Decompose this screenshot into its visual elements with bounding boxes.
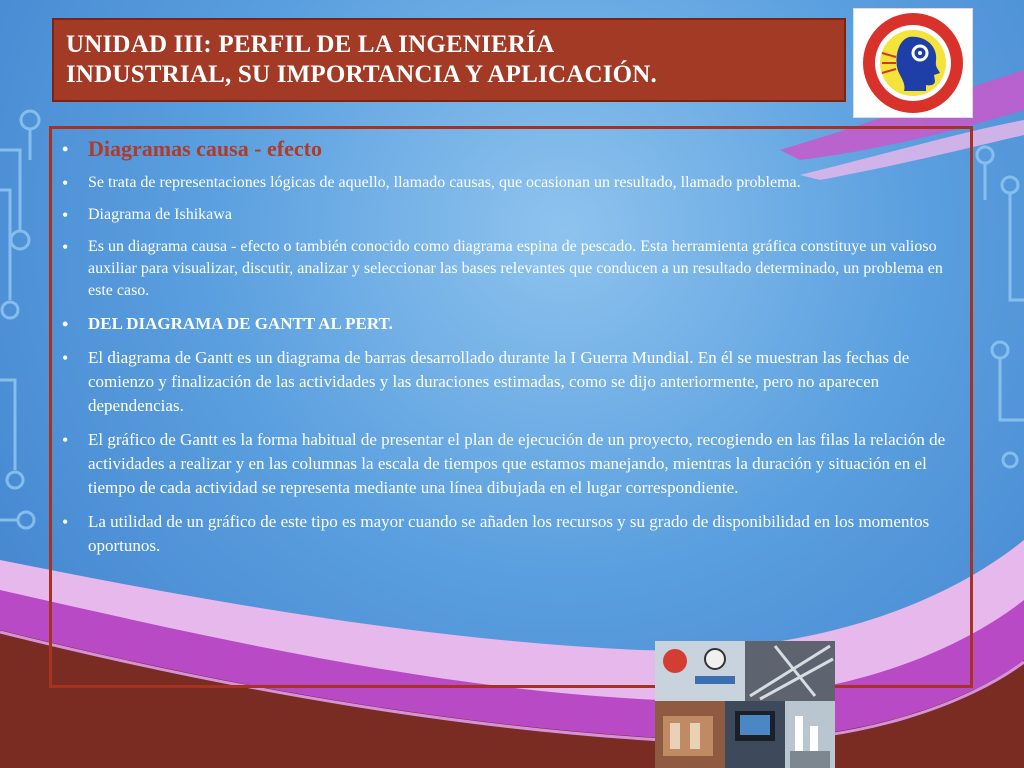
industrial-photo-collage [655, 641, 835, 768]
bullet-item [60, 510, 960, 558]
bullet-text: Diagrama de Ishikawa [88, 206, 232, 223]
bullet-text: Es un diagrama causa - efecto o también conocido como diagrama espina de pescado. Esta herramienta gráfica constituye un valioso auxiliar para visualizar, discutir, analizar y seleccionar las bases relevantes que conducen a un resultado determinado, un problema en este caso. [88, 238, 943, 299]
bullet-text: Se trata de representaciones lógicas de aquello, llamado causas, que ocasionan un resultado, llamado problema. [88, 174, 801, 191]
industrial-collage-icon [655, 641, 835, 768]
bullet-dot-icon: • [62, 430, 69, 450]
bullet-dot-icon: • [62, 512, 69, 532]
bullet-item [60, 172, 960, 194]
bullet-text: El gráfico de Gantt es la forma habitual de presentar el plan de ejecución de un proyecto, recogiendo en las filas la relación de actividades a realizar y en las columnas la escala de tiempos que estamos manejando, mientras la duración y situación en el tiempo de cada actividad se representa mediante una línea dibujada en el lugar correspondiente. [88, 430, 946, 497]
circuit-decoration-left [0, 111, 39, 528]
bullet-text: DEL DIAGRAMA DE GANTT AL PERT. [88, 314, 393, 333]
bullet-item [60, 136, 960, 162]
bullet-text: El diagrama de Gantt es un diagrama de barras desarrollado durante la I Guerra Mundial. En él se muestran las fechas de comienzo y finalización de las actividades y las duraciones estimadas, como se dijo anteriormente, pero no aparecen dependencias. [88, 348, 910, 415]
logo [853, 8, 973, 118]
bullet-dot-icon: • [62, 348, 69, 368]
bullet-dot-icon: • [62, 237, 69, 257]
engineer-profile-logo-icon [854, 9, 972, 117]
bullet-dot-icon: • [62, 314, 69, 334]
bullet-text: Diagramas causa - efecto [88, 136, 322, 161]
bullet-dot-icon: • [62, 139, 69, 159]
bullet-dot-icon: • [62, 205, 69, 225]
bullet-item [60, 312, 960, 336]
bullet-item [60, 428, 960, 500]
bullet-item [60, 204, 960, 226]
bullet-text: La utilidad de un gráfico de este tipo es mayor cuando se añaden los recursos y su grado de disponibilidad en los momentos oportunos. [88, 512, 930, 555]
slide-title-line1: UNIDAD III: PERFIL DE LA INGENIERÍA [66, 31, 555, 58]
title-bar [52, 18, 846, 102]
slide-title [66, 30, 832, 90]
bullet-item [60, 236, 960, 302]
bullet-item [60, 346, 960, 418]
circuit-decoration-right [977, 147, 1024, 467]
bullet-list [60, 136, 960, 568]
slide-title-line2: INDUSTRIAL, SU IMPORTANCIA Y APLICACIÓN. [66, 61, 657, 88]
bullet-dot-icon: • [62, 173, 69, 193]
